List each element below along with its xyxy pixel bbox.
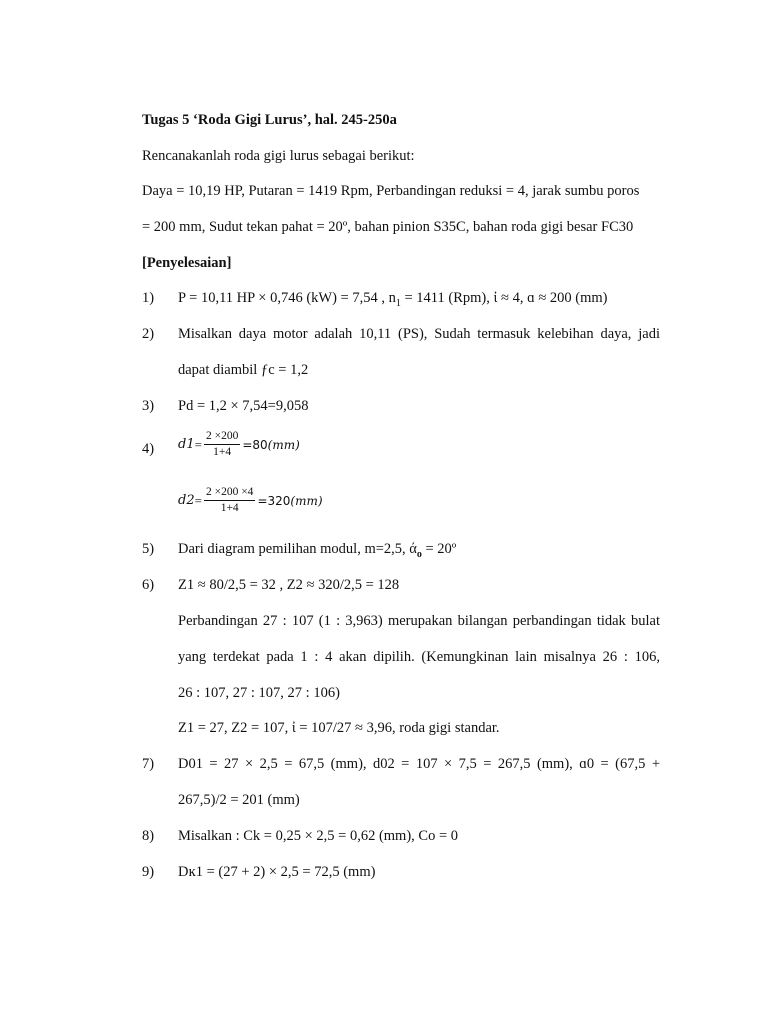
equation-d2	[178, 486, 323, 515]
d1-result: =80	[242, 437, 268, 452]
equation-d1	[178, 430, 300, 459]
step-6-line-5: Z1 = 27, Z2 = 107, ἰ = 107/27 ≈ 3,96, roda gigi standar.	[178, 720, 500, 736]
solution-heading: [Penyelesaian]	[142, 255, 232, 271]
d2-sup: 2	[186, 493, 195, 508]
step-7-line-1: D01 = 27 × 2,5 = 67,5 (mm), d02 = 107 × 7,5 = 267,5 (mm), ɑ0 = (67,5 +	[178, 756, 660, 772]
d1-unit: (mm)	[267, 437, 300, 452]
step-7-line-2: 267,5)/2 = 201 (mm)	[178, 792, 300, 808]
step-number: 4)	[142, 441, 155, 457]
d2-denominator: 1+4	[220, 502, 239, 514]
intro-text: Rencanakanlah roda gigi lurus sebagai berikut:	[142, 148, 415, 164]
d1-numerator: 2 ×200	[204, 430, 240, 445]
step-3-text: Pd = 1,2 × 7,54=9,058	[178, 398, 309, 414]
given-line-2: = 200 mm, Sudut tekan pahat = 20º, bahan pinion S35C, bahan roda gigi besar FC30	[142, 219, 634, 235]
d2-numerator: 2 ×200 ×4	[204, 486, 255, 501]
d1-fraction	[204, 430, 240, 459]
step-6-line-2: Perbandingan 27 : 107 (1 : 3,963) merupakan bilangan perbandingan tidak bulat	[178, 613, 660, 629]
document-title: Tugas 5 ‘Roda Gigi Lurus’, hal. 245-250a	[142, 112, 397, 128]
step-5-post: = 20º	[421, 541, 457, 557]
given-line-1: Daya = 10,19 HP, Putaran = 1419 Rpm, Perbandingan reduksi = 4, jarak sumbu poros	[142, 183, 640, 199]
step-1-post: = 1411 (Rpm), ἰ ≈ 4, ɑ ≈ 200 (mm)	[400, 290, 608, 306]
step-9-text: Dĸ1 = (27 + 2) × 2,5 = 72,5 (mm)	[178, 864, 376, 880]
step-6-line-3: yang terdekat pada 1 : 4 akan dipilih. (Kemungkinan lain misalnya 26 : 106,	[178, 649, 660, 665]
step-number: 6)	[142, 577, 155, 593]
d2-symbol: d	[178, 493, 187, 508]
step-2-line-2: dapat diambil ƒc = 1,2	[178, 362, 309, 378]
step-number: 8)	[142, 828, 155, 844]
d2-result: =320	[257, 493, 291, 508]
step-number: 1)	[142, 290, 155, 306]
d2-unit: (mm)	[290, 493, 323, 508]
step-6-line-4: 26 : 107, 27 : 107, 27 : 106)	[178, 685, 340, 701]
step-6-line-1: Z1 ≈ 80/2,5 = 32 , Z2 ≈ 320/2,5 = 128	[178, 577, 400, 593]
d1-sup: 1	[186, 437, 195, 452]
step-number: 2)	[142, 326, 155, 342]
step-number: 3)	[142, 398, 155, 414]
step-5-pre: Dari diagram pemilihan modul, m=2,5, ά	[178, 541, 417, 557]
d1-denominator: 1+4	[213, 446, 232, 458]
step-number: 7)	[142, 756, 155, 772]
d1-symbol: d	[178, 437, 187, 452]
d1-equals: =	[194, 436, 202, 452]
step-2-line-1: Misalkan daya motor adalah 10,11 (PS), Sudah termasuk kelebihan daya, jadi	[178, 326, 660, 342]
step-number: 9)	[142, 864, 155, 880]
step-1-pre: P = 10,11 HP × 0,746 (kW) = 7,54 , n	[178, 290, 396, 306]
d2-equals: =	[194, 492, 202, 508]
step-5-sub: o	[416, 548, 422, 560]
d2-fraction	[204, 486, 255, 515]
step-number: 5)	[142, 541, 155, 557]
step-8-text: Misalkan : Ck = 0,25 × 2,5 = 0,62 (mm), Co = 0	[178, 828, 459, 844]
step-1-sub: 1	[395, 297, 401, 309]
step-5-text	[178, 540, 456, 564]
step-1-text	[178, 289, 608, 313]
